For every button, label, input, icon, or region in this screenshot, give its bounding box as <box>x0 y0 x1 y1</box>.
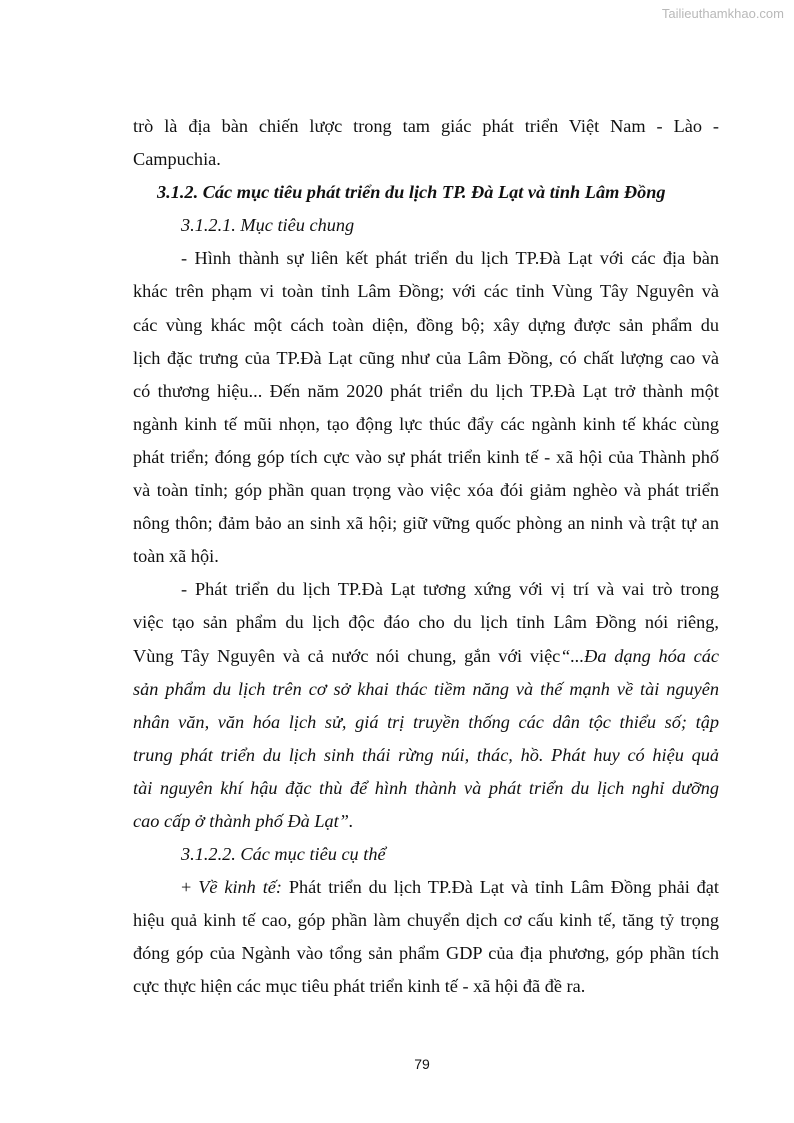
text-line <box>133 840 719 873</box>
text-segment: - Phát triển du lịch TP.Đà Lạt tương xứng với vị trí và vai trò trong <box>181 579 719 600</box>
text-segment: “...Đa dạng hóa các <box>560 645 719 666</box>
text-line <box>133 708 719 741</box>
text-segment: - Hình thành sự liên kết phát triển du lịch TP.Đà Lạt với các địa bàn <box>181 248 719 269</box>
text-segment: cực thực hiện các mục tiêu phát triển kinh tế - xã hội đã đề ra. <box>133 976 586 997</box>
text-line <box>133 178 719 211</box>
text-segment: hiệu quả kinh tế cao, góp phần làm chuyển dịch cơ cấu kinh tế, tăng tỷ trọng <box>133 910 719 931</box>
text-line <box>133 972 719 1005</box>
text-segment: và toàn tỉnh; góp phần quan trọng vào việc xóa đói giảm nghèo và phát triển <box>133 480 719 501</box>
text-line <box>133 410 719 443</box>
text-line <box>133 939 719 972</box>
text-line <box>133 476 719 509</box>
text-segment: 3.1.2.1. Mục tiêu chung <box>181 215 355 236</box>
text-segment: Campuchia. <box>133 149 221 170</box>
text-line <box>133 244 719 277</box>
text-segment: việc tạo sản phẩm du lịch độc đáo cho du lịch tỉnh Lâm Đồng nói riêng, <box>133 612 719 633</box>
text-line <box>133 311 719 344</box>
text-line <box>133 807 719 840</box>
text-segment: cao cấp ở thành phố Đà Lạt”. <box>133 810 354 831</box>
text-line <box>133 873 719 906</box>
watermark: Tailieuthamkhao.com <box>661 6 784 21</box>
text-line <box>133 377 719 410</box>
text-segment: nông thôn; đảm bảo an sinh xã hội; giữ vững quốc phòng an ninh và trật tự an <box>133 513 719 534</box>
text-line <box>133 211 719 244</box>
text-line <box>133 509 719 542</box>
text-line <box>133 675 719 708</box>
text-segment: trung phát triển du lịch sinh thái rừng núi, thác, hồ. Phát huy có hiệu quả <box>133 744 719 765</box>
text-line <box>133 774 719 807</box>
text-segment: ngành kinh tế mũi nhọn, tạo động lực thúc đẩy các ngành kinh tế khác cùng <box>133 413 719 434</box>
document-body <box>133 112 719 1006</box>
text-segment: tài nguyên khí hậu đặc thù để hình thành và phát triển du lịch nghỉ dưỡng <box>133 777 719 798</box>
text-segment: Vùng Tây Nguyên và cả nước nói chung, gắn với việc <box>133 645 561 666</box>
page-number: 79 <box>414 1056 430 1072</box>
text-segment: sản phẩm du lịch trên cơ sở khai thác tiềm năng và thế mạnh về tài nguyên <box>133 678 719 699</box>
text-segment: trò là địa bàn chiến lược trong tam giác phát triển Việt Nam - Lào - <box>133 116 719 136</box>
text-segment: + <box>181 877 199 898</box>
text-line <box>133 277 719 310</box>
text-line <box>133 608 719 641</box>
text-segment: Phát triển du lịch TP.Đà Lạt và tỉnh Lâm Đồng phải đạt <box>281 877 719 898</box>
text-segment: 3.1.2. Các mục tiêu phát triển du lịch TP. Đà Lạt và tỉnh Lâm Đồng <box>157 182 666 203</box>
text-segment: 3.1.2.2. Các mục tiêu cụ thể <box>181 844 386 865</box>
text-line <box>133 642 719 675</box>
text-line <box>133 344 719 377</box>
text-line <box>133 542 719 575</box>
text-line <box>133 741 719 774</box>
text-line <box>133 112 719 145</box>
text-segment: toàn xã hội. <box>133 546 219 567</box>
text-segment: phát triển; đóng góp tích cực vào sự phát triển kinh tế - xã hội của Thành phố <box>133 446 719 467</box>
text-line <box>133 906 719 939</box>
text-line <box>133 443 719 476</box>
text-segment: có thương hiệu... Đến năm 2020 phát triển du lịch TP.Đà Lạt trở thành một <box>133 380 719 401</box>
text-line <box>133 575 719 608</box>
text-segment: khác trên phạm vi toàn tỉnh Lâm Đồng; với các tỉnh Vùng Tây Nguyên và <box>133 281 719 302</box>
text-line <box>133 145 719 178</box>
text-segment: nhân văn, văn hóa lịch sử, giá trị truyền thống các dân tộc thiểu số; tập <box>133 711 719 732</box>
text-segment: lịch đặc trưng của TP.Đà Lạt cũng như của Lâm Đồng, có chất lượng cao và <box>133 347 719 368</box>
text-segment: đóng góp của Ngành vào tổng sản phẩm GDP của địa phương, góp phần tích <box>133 943 719 964</box>
text-segment: các vùng khác một cách toàn diện, đồng bộ; xây dựng được sản phẩm du <box>133 314 719 335</box>
text-segment: Về kinh tế: <box>198 877 282 898</box>
